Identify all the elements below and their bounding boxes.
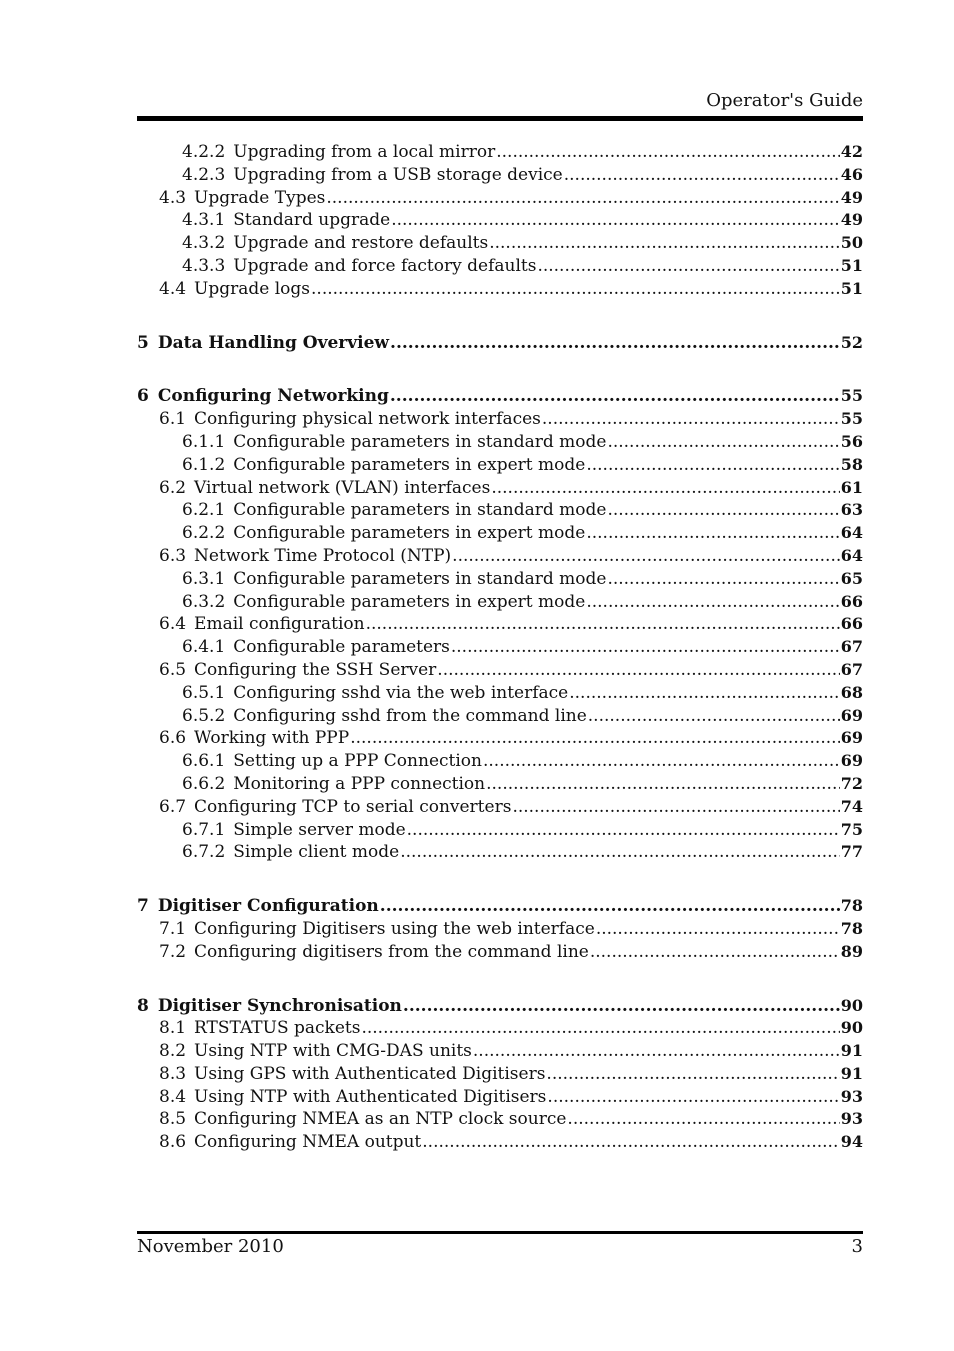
toc-entry[interactable] xyxy=(137,820,863,843)
toc-dot-leader xyxy=(586,455,839,475)
toc-entry-number: 6.2.1 xyxy=(182,500,226,521)
toc-entry[interactable] xyxy=(137,409,863,432)
toc-entry-number: 8.4 xyxy=(159,1086,187,1107)
toc-entry-title: Configuring Digitisers using the web interface xyxy=(194,918,595,939)
toc-dot-leader xyxy=(473,1041,840,1061)
toc-entry-page: 64 xyxy=(840,545,863,565)
toc-dot-leader xyxy=(491,478,839,498)
toc-dot-leader xyxy=(596,919,840,939)
toc-entry[interactable] xyxy=(137,478,863,501)
toc-entry[interactable] xyxy=(137,256,863,279)
toc-entry-page: 46 xyxy=(840,164,863,184)
toc-entry[interactable] xyxy=(137,142,863,165)
toc-entry-page: 69 xyxy=(840,751,863,771)
toc-dot-leader xyxy=(512,797,839,817)
toc-entry[interactable] xyxy=(137,165,863,188)
toc-entry-number: 6.4 xyxy=(159,614,187,635)
toc-dot-leader xyxy=(483,751,840,771)
toc-dot-leader xyxy=(437,660,839,680)
toc-entry-page: 68 xyxy=(840,682,863,702)
toc-entry-page: 91 xyxy=(840,1041,863,1061)
toc-dot-leader xyxy=(496,142,840,162)
toc-entry-number: 8.5 xyxy=(159,1109,187,1130)
toc-dot-leader xyxy=(361,1018,839,1038)
toc-entry[interactable] xyxy=(137,842,863,865)
toc-entry-page: 66 xyxy=(840,591,863,611)
footer-rule xyxy=(137,1231,863,1234)
toc-entry[interactable] xyxy=(137,1109,863,1132)
toc-dot-leader xyxy=(422,1132,839,1152)
toc-dot-leader xyxy=(590,942,840,962)
header-rule xyxy=(137,116,863,121)
toc-entry[interactable] xyxy=(137,279,863,302)
toc-entry-number: 8.6 xyxy=(159,1132,187,1153)
toc-entry-number: 6.1 xyxy=(159,409,187,430)
toc-entry-page: 69 xyxy=(840,705,863,725)
toc-entry-page: 67 xyxy=(840,659,863,679)
toc-dot-leader xyxy=(391,210,840,230)
toc-entry-title: Working with PPP xyxy=(194,728,350,749)
toc-entry-page: 74 xyxy=(840,796,863,816)
toc-entry-page: 49 xyxy=(840,187,863,207)
toc-dot-leader xyxy=(452,546,840,566)
toc-dot-leader xyxy=(311,279,840,299)
toc-entry-number: 8.3 xyxy=(159,1063,187,1084)
toc-entry[interactable] xyxy=(137,592,863,615)
toc-entry[interactable] xyxy=(137,1018,863,1041)
toc-entry-title: Simple client mode xyxy=(233,842,400,863)
toc-entry[interactable] xyxy=(137,896,863,919)
toc-entry[interactable] xyxy=(137,1132,863,1155)
toc-entry-title: Setting up a PPP Connection xyxy=(233,751,482,772)
toc-entry[interactable] xyxy=(137,751,863,774)
toc-entry-title: Email configuration xyxy=(194,614,365,635)
table-of-contents xyxy=(137,142,863,1155)
toc-dot-leader xyxy=(486,774,840,794)
toc-entry[interactable] xyxy=(137,523,863,546)
toc-entry[interactable] xyxy=(137,546,863,569)
toc-entry-page: 93 xyxy=(840,1109,863,1129)
toc-entry-title: RTSTATUS packets xyxy=(194,1018,361,1039)
toc-entry-number: 6 xyxy=(137,386,149,407)
toc-entry-page: 69 xyxy=(840,728,863,748)
toc-entry[interactable] xyxy=(137,233,863,256)
toc-entry-number: 8.1 xyxy=(159,1018,187,1039)
toc-entry-title: Upgrade and force factory defaults xyxy=(233,255,537,276)
toc-entry-number: 6.6.2 xyxy=(182,773,226,794)
toc-spacer xyxy=(137,355,863,386)
toc-entry-page: 49 xyxy=(840,210,863,230)
toc-dot-leader xyxy=(451,637,840,657)
toc-entry-page: 51 xyxy=(840,255,863,275)
toc-entry-title: Configuring sshd via the web interface xyxy=(233,682,569,703)
toc-entry[interactable] xyxy=(137,660,863,683)
toc-dot-leader xyxy=(366,614,840,634)
toc-dot-leader xyxy=(607,569,839,589)
toc-entry-title: Simple server mode xyxy=(233,819,406,840)
toc-entry[interactable] xyxy=(137,1041,863,1064)
toc-entry-title: Network Time Protocol (NTP) xyxy=(194,545,452,566)
toc-dot-leader xyxy=(586,592,839,612)
toc-entry-number: 7.2 xyxy=(159,941,187,962)
toc-entry-number: 4.3 xyxy=(159,187,187,208)
toc-entry-title: Using GPS with Authenticated Digitisers xyxy=(194,1063,546,1084)
toc-entry-page: 66 xyxy=(840,614,863,634)
toc-entry[interactable] xyxy=(137,432,863,455)
running-header-title: Operator's Guide xyxy=(706,90,863,111)
toc-entry-title: Monitoring a PPP connection xyxy=(233,773,486,794)
toc-entry-page: 78 xyxy=(840,918,863,938)
footer-page-number: 3 xyxy=(851,1236,863,1257)
toc-entry-title: Configuring TCP to serial converters xyxy=(194,796,512,817)
toc-dot-leader xyxy=(400,842,840,862)
toc-entry-number: 6.2 xyxy=(159,477,187,498)
footer-date: November 2010 xyxy=(137,1236,284,1257)
toc-spacer xyxy=(137,965,863,996)
toc-entry-number: 6.7.1 xyxy=(182,819,226,840)
toc-dot-leader xyxy=(607,500,839,520)
toc-entry-number: 6.1.1 xyxy=(182,431,226,452)
toc-entry[interactable] xyxy=(137,797,863,820)
toc-dot-leader xyxy=(607,432,839,452)
toc-entry-number: 6.5 xyxy=(159,659,187,680)
toc-entry-page: 64 xyxy=(840,523,863,543)
toc-entry-number: 6.5.2 xyxy=(182,705,226,726)
toc-entry-number: 6.1.2 xyxy=(182,454,226,475)
toc-entry-title: Virtual network (VLAN) interfaces xyxy=(194,477,491,498)
toc-entry-page: 55 xyxy=(840,386,863,406)
toc-entry-number: 4.2.2 xyxy=(182,142,226,162)
toc-entry-page: 65 xyxy=(840,568,863,588)
toc-entry-title: Configuring digitisers from the command line xyxy=(194,941,589,962)
toc-entry[interactable] xyxy=(137,728,863,751)
toc-dot-leader xyxy=(567,1109,839,1129)
toc-entry-number: 6.5.1 xyxy=(182,682,226,703)
toc-entry-title: Configurable parameters in standard mode xyxy=(233,568,607,589)
toc-dot-leader xyxy=(326,188,839,208)
toc-entry-title: Standard upgrade xyxy=(233,210,391,231)
toc-entry-title: Upgrade and restore defaults xyxy=(233,233,489,254)
toc-entry[interactable] xyxy=(137,683,863,706)
toc-entry-title: Configurable parameters in expert mode xyxy=(233,454,586,475)
toc-entry-title: Configurable parameters in standard mode xyxy=(233,431,607,452)
toc-entry-title: Configuring NMEA output xyxy=(194,1132,422,1153)
toc-dot-leader xyxy=(380,896,840,916)
toc-entry-title: Configurable parameters in standard mode xyxy=(233,500,607,521)
toc-entry-page: 94 xyxy=(840,1132,863,1152)
toc-entry[interactable] xyxy=(137,919,863,942)
toc-entry-title: Configurable parameters in expert mode xyxy=(233,523,586,544)
toc-entry[interactable] xyxy=(137,996,863,1019)
toc-entry[interactable] xyxy=(137,706,863,729)
toc-entry-title: Upgrade Types xyxy=(194,187,326,208)
toc-entry-number: 6.4.1 xyxy=(182,637,226,658)
toc-entry-number: 4.2.3 xyxy=(182,164,226,185)
toc-entry-page: 42 xyxy=(840,142,863,161)
toc-dot-leader xyxy=(546,1064,839,1084)
toc-entry-number: 8 xyxy=(137,995,149,1016)
toc-dot-leader xyxy=(403,996,840,1016)
toc-entry-title: Upgrading from a USB storage device xyxy=(233,164,563,185)
toc-entry-title: Upgrading from a local mirror xyxy=(233,142,496,162)
toc-entry-page: 72 xyxy=(840,773,863,793)
toc-entry-number: 6.6.1 xyxy=(182,751,226,772)
toc-entry-page: 67 xyxy=(840,637,863,657)
toc-entry[interactable] xyxy=(137,774,863,797)
toc-entry-title: Using NTP with Authenticated Digitisers xyxy=(194,1086,547,1107)
toc-entry-number: 4.3.2 xyxy=(182,233,226,254)
toc-entry-title: Digitiser Synchronisation xyxy=(157,995,402,1016)
toc-dot-leader xyxy=(537,256,839,276)
toc-entry-page: 52 xyxy=(840,332,863,352)
toc-entry-title: Configuring the SSH Server xyxy=(194,659,437,680)
toc-entry-number: 4.3.3 xyxy=(182,255,226,276)
toc-entry-number: 6.3.2 xyxy=(182,591,226,612)
toc-spacer xyxy=(137,865,863,896)
toc-dot-leader xyxy=(588,706,840,726)
toc-entry-page: 75 xyxy=(840,819,863,839)
toc-entry[interactable] xyxy=(137,500,863,523)
toc-entry-page: 78 xyxy=(840,896,863,916)
toc-entry-page: 93 xyxy=(840,1086,863,1106)
toc-dot-leader xyxy=(586,523,839,543)
toc-entry-title: Configuring sshd from the command line xyxy=(233,705,587,726)
toc-entry-page: 90 xyxy=(840,1018,863,1038)
toc-entry-number: 6.7.2 xyxy=(182,842,226,863)
toc-entry[interactable] xyxy=(137,1064,863,1087)
toc-entry-page: 58 xyxy=(840,454,863,474)
toc-dot-leader xyxy=(547,1087,839,1107)
toc-entry-page: 50 xyxy=(840,233,863,253)
toc-entry-number: 6.3 xyxy=(159,545,187,566)
toc-dot-leader xyxy=(489,233,840,253)
toc-dot-leader xyxy=(390,386,840,406)
toc-entry-number: 4.4 xyxy=(159,278,187,299)
toc-dot-leader xyxy=(390,333,840,353)
toc-dot-leader xyxy=(569,683,839,703)
toc-entry-page: 89 xyxy=(840,941,863,961)
toc-spacer xyxy=(137,302,863,333)
toc-entry-title: Configurable parameters xyxy=(233,637,450,658)
toc-entry-page: 63 xyxy=(840,500,863,520)
toc-entry[interactable] xyxy=(137,942,863,965)
toc-entry-number: 7.1 xyxy=(159,918,187,939)
toc-entry-page: 51 xyxy=(840,278,863,298)
toc-entry-title: Configuring Networking xyxy=(157,386,389,407)
toc-entry-title: Digitiser Configuration xyxy=(157,896,379,917)
toc-entry-number: 6.3.1 xyxy=(182,568,226,589)
toc-entry-page: 55 xyxy=(840,409,863,429)
toc-entry-number: 5 xyxy=(137,332,149,353)
toc-entry-title: Configuring NMEA as an NTP clock source xyxy=(194,1109,567,1130)
toc-entry-number: 4.3.1 xyxy=(182,210,226,231)
toc-entry[interactable] xyxy=(137,188,863,211)
toc-entry-number: 6.7 xyxy=(159,796,187,817)
toc-entry[interactable] xyxy=(137,386,863,409)
toc-entry-title: Using NTP with CMG-DAS units xyxy=(194,1041,472,1062)
toc-entry-title: Configurable parameters in expert mode xyxy=(233,591,586,612)
toc-entry[interactable] xyxy=(137,569,863,592)
toc-entry[interactable] xyxy=(137,455,863,478)
toc-entry[interactable] xyxy=(137,210,863,233)
toc-entry-page: 91 xyxy=(840,1063,863,1083)
toc-dot-leader xyxy=(350,728,840,748)
toc-entry-number: 8.2 xyxy=(159,1041,187,1062)
toc-entry[interactable] xyxy=(137,1087,863,1110)
toc-entry-page: 56 xyxy=(840,431,863,451)
toc-entry-title: Configuring physical network interfaces xyxy=(194,409,541,430)
toc-dot-leader xyxy=(542,409,840,429)
toc-dot-leader xyxy=(564,165,840,185)
toc-entry-number: 6.6 xyxy=(159,728,187,749)
toc-entry-title: Data Handling Overview xyxy=(157,332,390,353)
toc-entry-title: Upgrade logs xyxy=(194,278,311,299)
toc-entry-page: 77 xyxy=(840,842,863,862)
toc-entry-page: 90 xyxy=(840,995,863,1015)
toc-dot-leader xyxy=(407,820,840,840)
toc-entry[interactable] xyxy=(137,637,863,660)
toc-entry-page: 61 xyxy=(840,477,863,497)
toc-entry[interactable] xyxy=(137,614,863,637)
toc-entry[interactable] xyxy=(137,333,863,356)
toc-entry-number: 6.2.2 xyxy=(182,523,226,544)
toc-entry-number: 7 xyxy=(137,896,149,917)
